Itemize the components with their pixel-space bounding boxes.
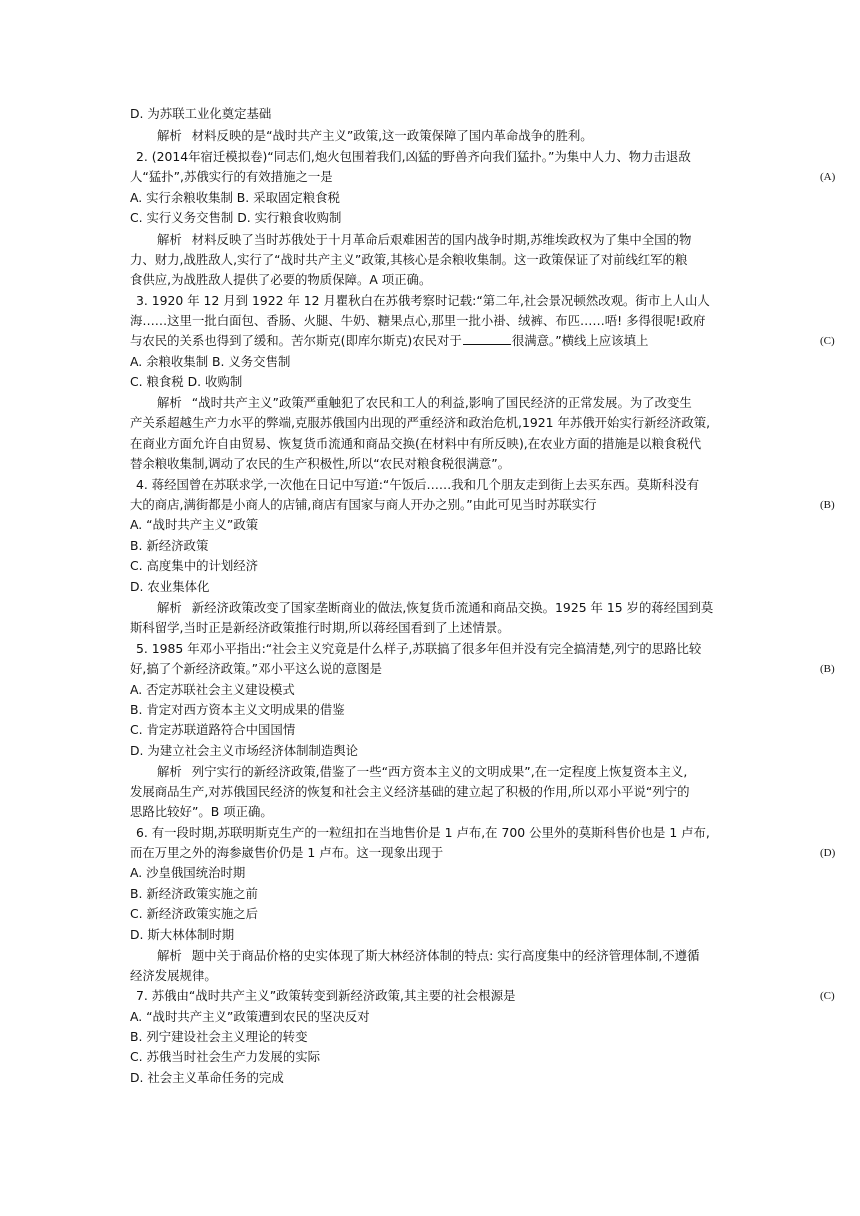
q3-options-cd: C. 粮食税 D. 收购制 [130, 374, 243, 389]
q5-answer: (B) [820, 663, 835, 675]
q5-analysis-line: 思路比较好”。B 项正确。 [130, 804, 273, 819]
q4-stem-line: 4. 蒋经国曾在苏联求学,一次他在日记中写道:“午饭后……我和几个朋友走到街上去买东西。莫斯科没有 [136, 477, 700, 492]
q6-option-b: B. 新经济政策实施之前 [130, 886, 258, 901]
q6-option-a: A. 沙皇俄国统治时期 [130, 865, 246, 880]
q4-stem-line: 大的商店,满街都是小商人的店铺,商店有国家与商人开办之别。”由此可见当时苏联实行 [130, 497, 597, 512]
q5-option-a: A. 否定苏联社会主义建设模式 [130, 682, 295, 697]
fill-in-blank [463, 332, 511, 345]
q7-option-a: A. “战时共产主义”政策遭到农民的坚决反对 [130, 1009, 370, 1024]
q5-analysis: 解析 列宁实行的新经济政策,借鉴了一些“西方资本主义的文明成果”,在一定程度上恢复资本主义, [157, 764, 688, 779]
q2-stem-line: 人“猛扑”,苏俄实行的有效措施之一是 [130, 169, 333, 184]
q5-stem-line: 5. 1985 年邓小平指出:“社会主义究竟是什么样子,苏联搞了很多年但并没有完全搞清楚,列宁的思路比较 [136, 641, 702, 656]
q6-option-c: C. 新经济政策实施之后 [130, 906, 259, 921]
q3-stem-line: 3. 1920 年 12 月到 1922 年 12 月瞿秋白在苏俄考察时记载:“第二年,社会景况顿然改观。街市上人山人 [136, 293, 710, 308]
q3-analysis-line: 产关系超越生产力水平的弊端,克服苏俄国内出现的严重经济和政治危机,1921 年苏俄开始实行新经济政策, [130, 415, 711, 430]
q6-analysis: 解析 题中关于商品价格的史实体现了斯大林经济体制的特点: 实行高度集中的经济管理体制,不遵循 [157, 948, 700, 963]
q7-answer: (C) [820, 990, 835, 1002]
q2-options-cd: C. 实行义务交售制 D. 实行粮食收购制 [130, 210, 342, 225]
q6-analysis-line: 经济发展规律。 [130, 968, 217, 983]
q2-stem-line: 2. (2014年宿迁模拟卷)“同志们,炮火包围着我们,凶猛的野兽齐向我们猛扑。”为集中人力、物力击退敌 [136, 149, 691, 164]
q3-answer: (C) [820, 335, 835, 347]
q2-analysis-line: 食供应,为战胜敌人提供了必要的物质保障。A 项正确。 [130, 272, 432, 287]
q5-analysis-line: 发展商品生产,对苏俄国民经济的恢复和社会主义经济基础的建立起了积极的作用,所以邓小平说“列宁的 [130, 784, 690, 799]
q6-stem-line: 而在万里之外的海参崴售价仍是 1 卢布。这一现象出现于 [130, 845, 444, 860]
analysis-label: 解析 [157, 948, 182, 963]
q5-option-d: D. 为建立社会主义市场经济体制制造舆论 [130, 743, 359, 758]
q4-option-a: A. “战时共产主义”政策 [130, 517, 259, 532]
q7-option-c: C. 苏俄当时社会生产力发展的实际 [130, 1049, 320, 1064]
q5-option-c: C. 肯定苏联道路符合中国国情 [130, 722, 296, 737]
analysis-label: 解析 [157, 232, 182, 247]
q1-analysis: 解析 材料反映的是“战时共产主义”政策,这一政策保障了国内革命战争的胜利。 [157, 128, 593, 143]
q4-analysis: 解析 新经济政策改变了国家垄断商业的做法,恢复货币流通和商品交换。1925 年 15 岁的蒋经国到莫 [157, 600, 714, 615]
q4-option-d: D. 农业集体化 [130, 579, 210, 594]
q6-answer: (D) [820, 847, 836, 859]
q1-option-d: D. 为苏联工业化奠定基础 [130, 106, 272, 121]
analysis-label: 解析 [157, 600, 182, 615]
q3-analysis-line: 在商业方面允许自由贸易、恢复货币流通和商品交换(在材料中有所反映),在农业方面的措施是以粮食税代 [130, 436, 702, 451]
q3-options-ab: A. 余粮收集制 B. 义务交售制 [130, 354, 291, 369]
analysis-label: 解析 [157, 764, 182, 779]
q7-option-d: D. 社会主义革命任务的完成 [130, 1070, 284, 1085]
q3-stem-line: 与农民的关系也得到了缓和。苦尔斯克(即库尔斯克)农民对于 很满意。”横线上应该填上 [130, 333, 649, 348]
q7-stem-line: 7. 苏俄由“战时共产主义”政策转变到新经济政策,其主要的社会根源是 [136, 988, 516, 1003]
q5-stem-line: 好,搞了个新经济政策。”邓小平这么说的意图是 [130, 661, 382, 676]
q4-option-b: B. 新经济政策 [130, 538, 209, 553]
q5-option-b: B. 肯定对西方资本主义文明成果的借鉴 [130, 702, 345, 717]
q3-analysis: 解析 “战时共产主义”政策严重触犯了农民和工人的利益,影响了国民经济的正常发展。为了改变生 [157, 395, 692, 410]
q2-analysis-line: 力、财力,战胜敌人,实行了“战时共产主义”政策,其核心是余粮收集制。这一政策保证了对前线红军的粮 [130, 252, 688, 267]
q2-answer: (A) [820, 171, 836, 183]
q3-analysis-line: 替余粮收集制,调动了农民的生产积极性,所以“农民对粮食税很满意”。 [130, 456, 511, 471]
q6-option-d: D. 斯大林体制时期 [130, 927, 235, 942]
q4-answer: (B) [820, 499, 835, 511]
analysis-label: 解析 [157, 395, 182, 410]
q4-option-c: C. 高度集中的计划经济 [130, 558, 259, 573]
q6-stem-line: 6. 有一段时期,苏联明斯克生产的一粒纽扣在当地售价是 1 卢布,在 700 公里外的莫斯科售价也是 1 卢布, [136, 825, 710, 840]
q2-analysis: 解析 材料反映了当时苏俄处于十月革命后艰难困苦的国内战争时期,苏维埃政权为了集中全国的物 [157, 232, 692, 247]
q3-stem-line: 海……这里一批白面包、香肠、火腿、牛奶、糖果点心,那里一批小褂、绒裤、布匹……唔! 多得很呢!政府 [130, 313, 706, 328]
q4-analysis-line: 斯科留学,当时正是新经济政策推行时期,所以蒋经国看到了上述情景。 [130, 620, 510, 635]
q7-option-b: B. 列宁建设社会主义理论的转变 [130, 1029, 308, 1044]
q2-options-ab: A. 实行余粮收集制 B. 采取固定粮食税 [130, 190, 340, 205]
analysis-label: 解析 [157, 128, 182, 143]
